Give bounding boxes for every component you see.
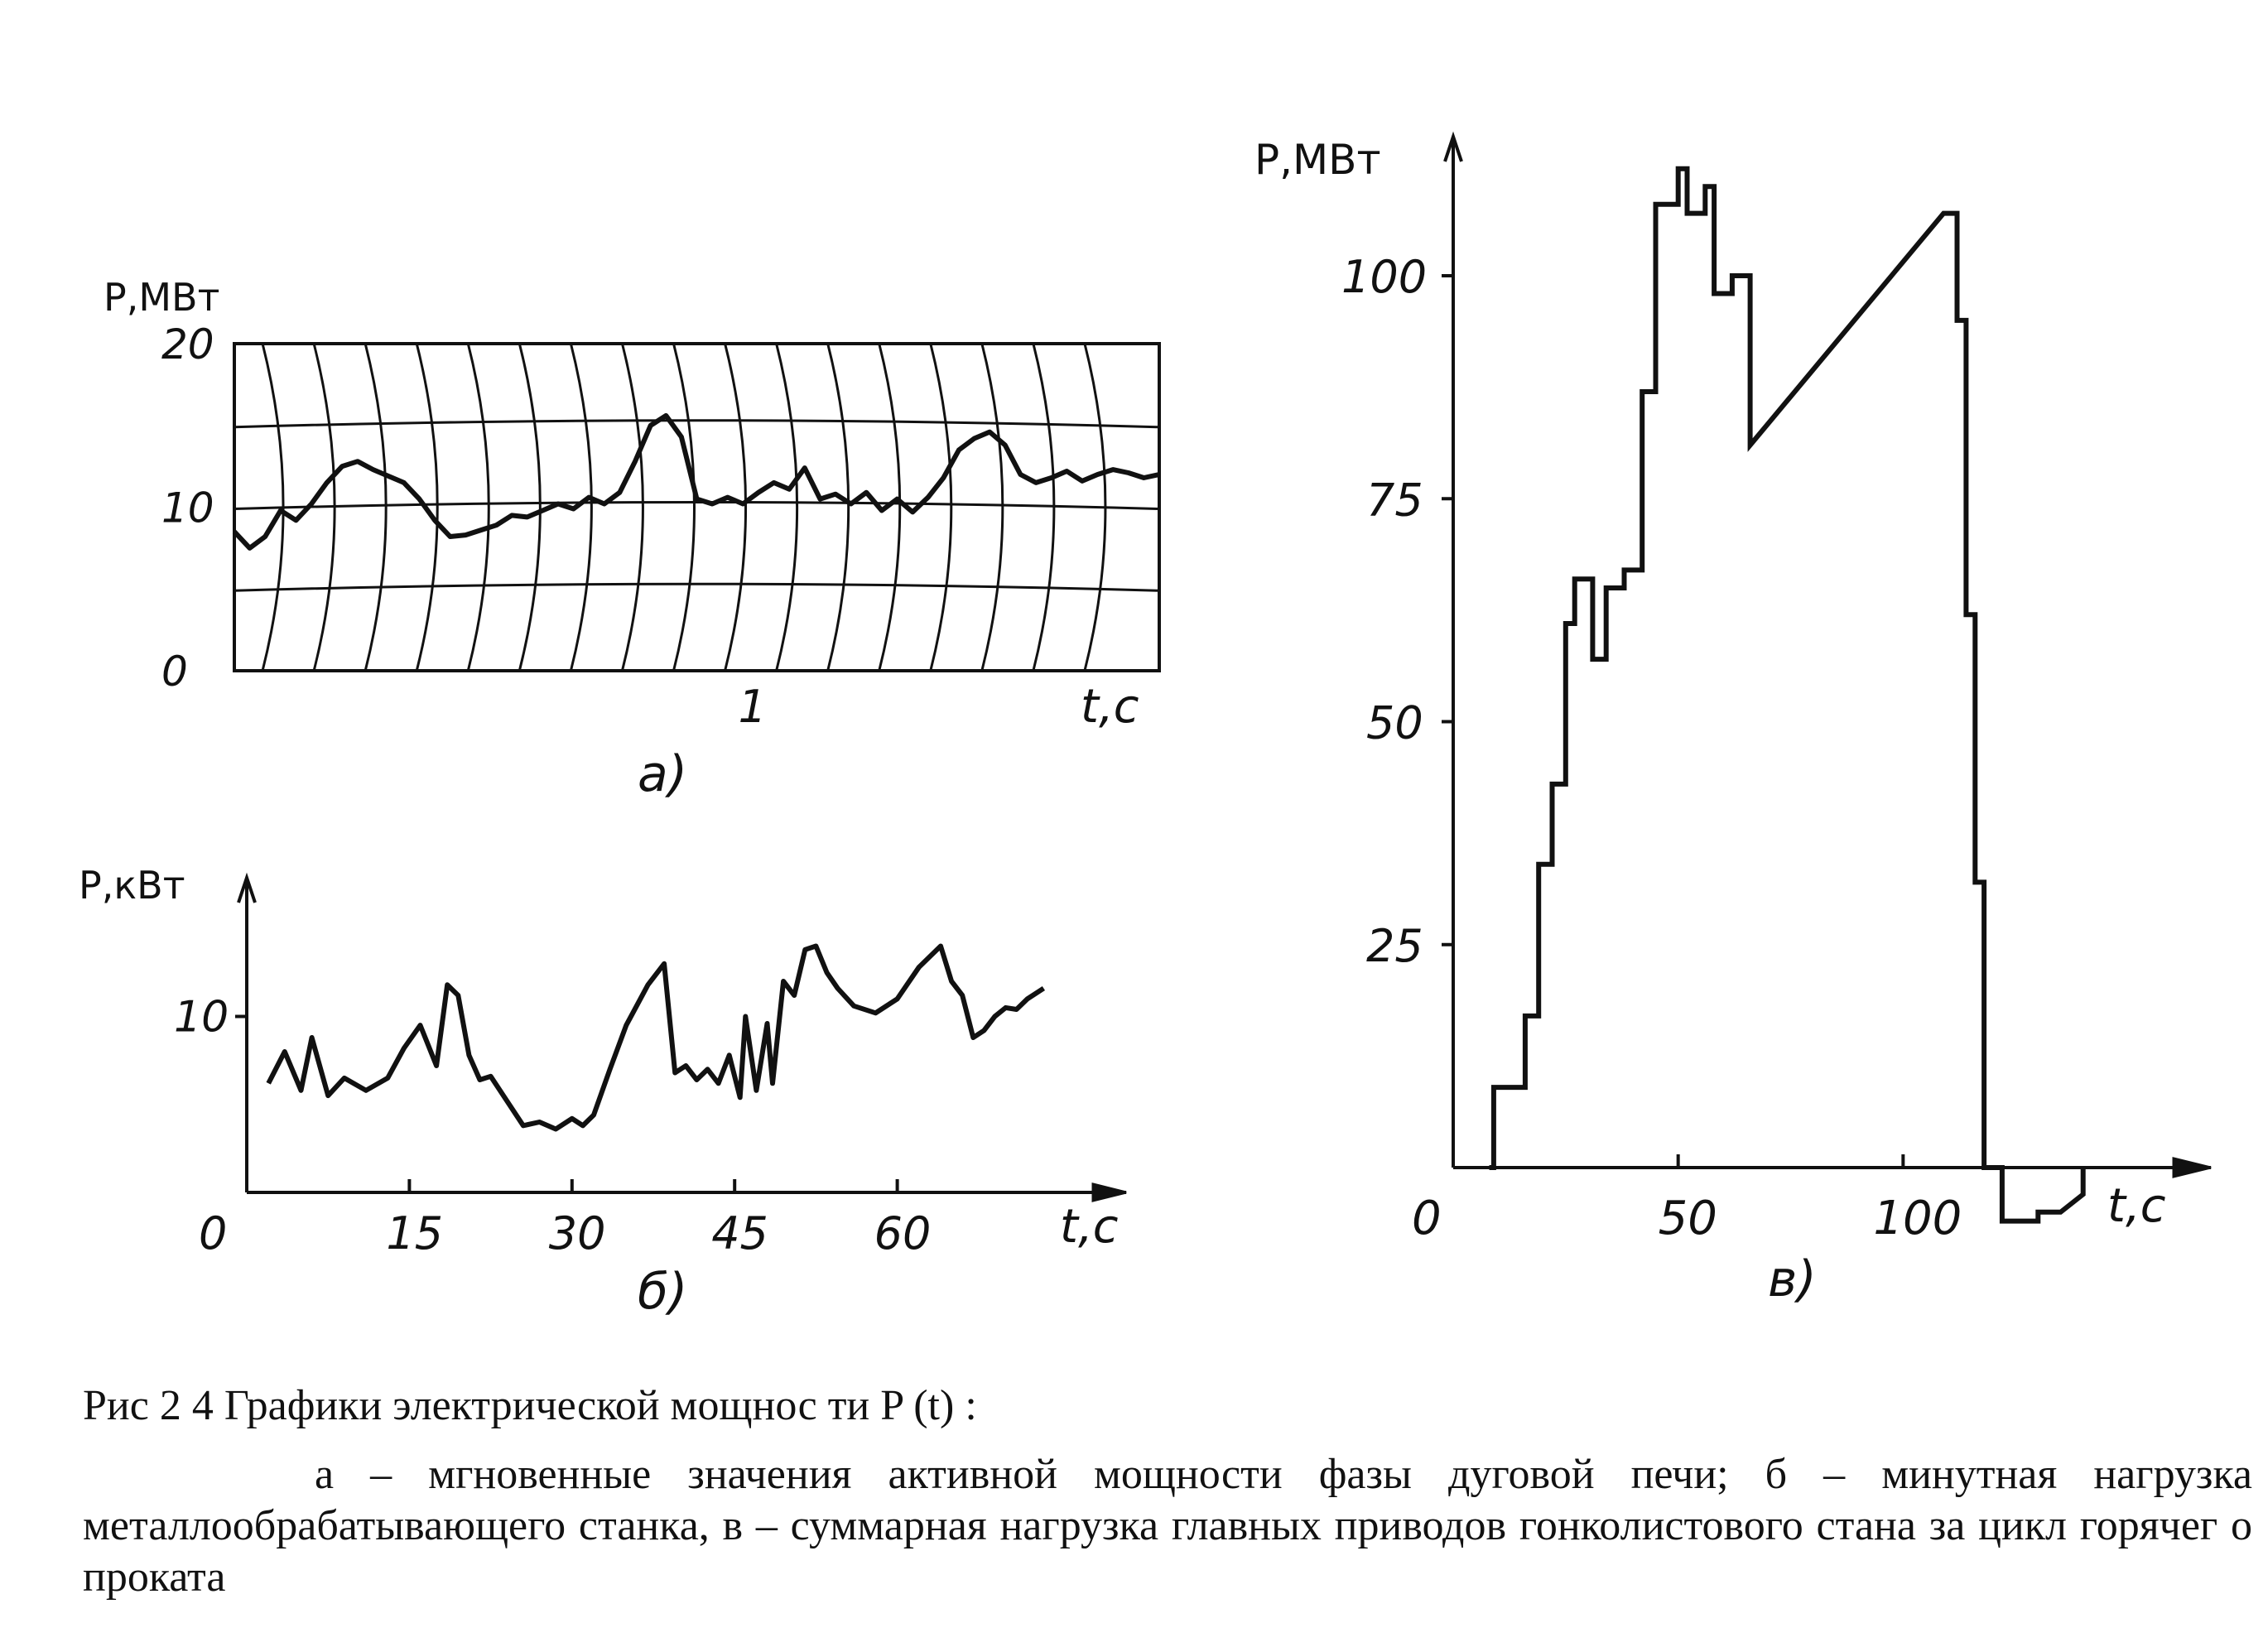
panel-c-xtick-0: 0 bbox=[1412, 1192, 1442, 1245]
panel-a-vgrid-14 bbox=[931, 344, 951, 671]
panel-c-ytick-50: 50 bbox=[1366, 696, 1423, 749]
panel-c-xlabel: t,c bbox=[2107, 1179, 2166, 1233]
panel-a-frame bbox=[234, 344, 1159, 671]
panel-c-series bbox=[1490, 169, 2083, 1221]
panel-b-xtick-45: 45 bbox=[711, 1207, 768, 1259]
panel-b-xarrow bbox=[1093, 1184, 1126, 1201]
panel-b-ylabel: P,кВт bbox=[79, 863, 185, 908]
panel-a-ytick-10: 10 bbox=[161, 484, 214, 532]
panel-a-vgrid-15 bbox=[982, 344, 1003, 671]
panel-b-xtick-0: 0 bbox=[199, 1207, 228, 1259]
panel-a-ylabel: P,МВт bbox=[104, 275, 220, 320]
panel-b-xtick-60: 60 bbox=[874, 1207, 932, 1259]
panel-c-ytick-75: 75 bbox=[1366, 474, 1423, 527]
panel-c-xtick-50: 50 bbox=[1658, 1192, 1717, 1245]
caption-title: Рис 2 4 Графики электрической мощнос ти P (t) : bbox=[83, 1382, 977, 1429]
panel-b-xtick-15: 15 bbox=[386, 1207, 444, 1259]
panel-c-xarrow bbox=[2174, 1158, 2211, 1177]
panel-c-xtick-100: 100 bbox=[1873, 1192, 1962, 1245]
panel-a-xticks bbox=[739, 681, 767, 733]
panel-c-axes bbox=[1445, 137, 2211, 1177]
panel-a-vgrid-6 bbox=[519, 344, 540, 671]
panel-b-yticks bbox=[174, 993, 247, 1043]
panel-c-ytick-100: 100 bbox=[1341, 251, 1428, 303]
panel-a-ytick-20: 20 bbox=[161, 320, 214, 368]
panel-b-series bbox=[268, 946, 1043, 1129]
caption-description: а – мгновенные значения активной мощности фазы дуговой печи; б – минутная нагрузка металлообрабатывающего станка, в – суммарная нагрузка главных приводов гонколистового стана за цикл горячег о проката bbox=[83, 1451, 2252, 1601]
panel-a-grid bbox=[234, 344, 1159, 671]
panel-b-line bbox=[268, 946, 1043, 1129]
panel-a-hgrid-1 bbox=[234, 503, 1159, 509]
panel-a-series bbox=[234, 416, 1159, 548]
panel-c-yticks bbox=[1341, 251, 1453, 972]
panel-b-xlabel: t,c bbox=[1060, 1200, 1119, 1254]
panel-b-ytick-10: 10 bbox=[174, 992, 229, 1043]
panel-c-line bbox=[1490, 169, 2083, 1221]
panel-c-label: в) bbox=[1768, 1250, 1817, 1308]
panel-b-xtick-30: 30 bbox=[548, 1207, 606, 1259]
panel-a-vgrid-3 bbox=[365, 344, 386, 671]
panel-a-xlabel: t,c bbox=[1081, 680, 1139, 734]
panel-a-vgrid-9 bbox=[674, 344, 695, 671]
panel-a-hgrid-0 bbox=[234, 584, 1159, 590]
panel-b-axes bbox=[238, 878, 1126, 1201]
panel-a bbox=[104, 275, 1159, 803]
panel-a-line bbox=[234, 416, 1159, 548]
panel-a-hgrid-2 bbox=[234, 421, 1159, 427]
panel-c-ylabel: P,МВт bbox=[1254, 136, 1381, 184]
panel-a-vgrid-5 bbox=[468, 344, 489, 671]
panel-b bbox=[79, 863, 1126, 1321]
panel-a-vgrid-8 bbox=[622, 344, 643, 671]
panel-a-xtick-1: 1 bbox=[738, 681, 767, 733]
panel-b-label: б) bbox=[638, 1263, 688, 1321]
panel-a-yticks bbox=[161, 320, 214, 696]
panel-c bbox=[1254, 136, 2211, 1308]
panel-c-ytick-25: 25 bbox=[1366, 919, 1423, 972]
panel-a-ytick-0: 0 bbox=[161, 648, 188, 696]
panel-a-vgrid-12 bbox=[828, 344, 849, 671]
panel-a-label: a) bbox=[638, 745, 688, 803]
panel-a-vgrid-10 bbox=[725, 344, 746, 671]
panel-a-vgrid-11 bbox=[777, 344, 797, 671]
